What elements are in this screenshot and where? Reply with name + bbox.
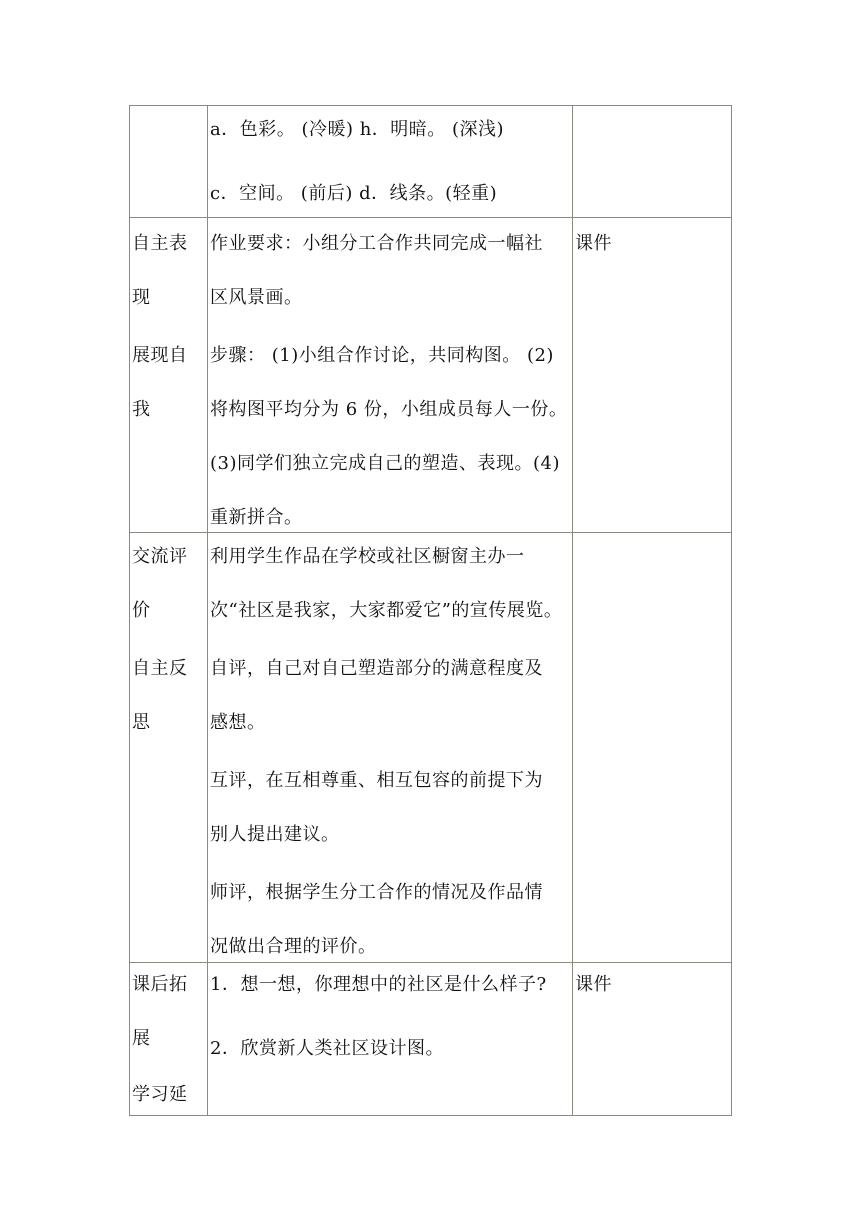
content-line: a．色彩。 (冷暖) h．明暗。 (深浅) xyxy=(210,119,505,140)
phase-label: 价 xyxy=(132,600,151,621)
content-line: 师评，根据学生分工合作的情况及作品情 xyxy=(210,882,543,903)
phase-label: 展 xyxy=(132,1028,151,1049)
media-cell xyxy=(573,533,732,963)
content-line: 步骤： (1)小组合作讨论，共同构图。 (2) xyxy=(210,345,554,366)
phase-label: 自主反 xyxy=(132,658,188,679)
phase-label: 交流评 xyxy=(132,546,188,567)
phase-label: 现 xyxy=(132,287,151,308)
content-line: 感想。 xyxy=(210,712,266,733)
content-line: 作业要求：小组分工合作共同完成一幅社 xyxy=(210,233,543,254)
phase-cell xyxy=(130,218,208,533)
content-cell xyxy=(208,218,573,533)
phase-cell xyxy=(130,106,208,218)
content-line: (3)同学们独立完成自己的塑造、表现。(4) xyxy=(210,453,560,474)
content-line: c．空间。 (前后) d．线条。(轻重) xyxy=(210,183,498,204)
phase-label: 展现自 xyxy=(132,345,188,366)
media-cell xyxy=(573,106,732,218)
content-cell xyxy=(208,963,573,1116)
content-line: 将构图平均分为 6 份，小组成员每人一份。 xyxy=(210,399,568,420)
content-cell xyxy=(208,533,573,963)
content-line: 2．欣赏新人类社区设计图。 xyxy=(210,1038,444,1059)
table-row xyxy=(130,533,732,963)
phase-label: 思 xyxy=(132,712,151,733)
content-line: 次“社区是我家，大家都爱它”的宣传展览。 xyxy=(210,600,563,621)
table-row xyxy=(130,106,732,218)
phase-cell xyxy=(130,533,208,963)
content-line: 况做出合理的评价。 xyxy=(210,936,377,957)
phase-label: 课后拓 xyxy=(132,974,188,995)
phase-label: 自主表 xyxy=(132,233,188,254)
lesson-plan-table xyxy=(129,105,732,1116)
content-line: 区风景画。 xyxy=(210,287,303,308)
content-line: 别人提出建议。 xyxy=(210,824,340,845)
content-line: 1．想一想，你理想中的社区是什么样子? xyxy=(210,974,547,995)
content-line: 自评，自己对自己塑造部分的满意程度及 xyxy=(210,658,543,679)
media-cell xyxy=(573,218,732,533)
content-line: 重新拼合。 xyxy=(210,507,303,528)
phase-cell xyxy=(130,963,208,1116)
table-row xyxy=(130,218,732,533)
content-line: 互评，在互相尊重、相互包容的前提下为 xyxy=(210,770,543,791)
table-row xyxy=(130,963,732,1116)
media-label: 课件 xyxy=(575,233,612,254)
media-label: 课件 xyxy=(575,974,612,995)
phase-label: 学习延 xyxy=(132,1084,188,1105)
phase-label: 我 xyxy=(132,399,151,420)
content-line: 利用学生作品在学校或社区橱窗主办一 xyxy=(210,546,525,567)
content-cell xyxy=(208,106,573,218)
media-cell xyxy=(573,963,732,1116)
